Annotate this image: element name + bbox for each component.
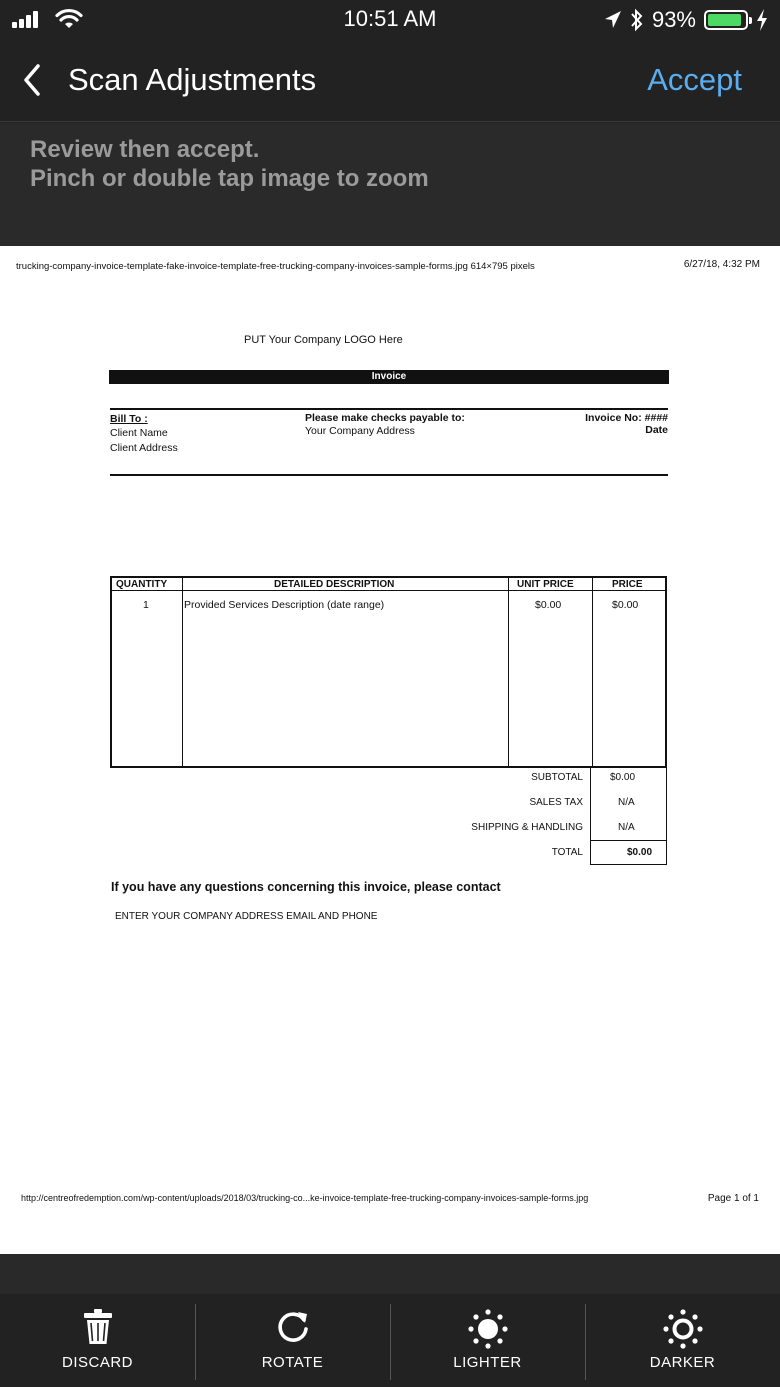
doc-header-filename: trucking-company-invoice-template-fake-invoice-template-free-trucking-company-invoices-sample-forms.jpg 614×795 pixels <box>16 261 535 272</box>
rotate-icon <box>274 1308 312 1346</box>
page-title: Scan Adjustments <box>68 62 317 97</box>
battery-icon <box>704 10 748 30</box>
sun-outline-icon <box>662 1308 704 1350</box>
total-label: TOTAL <box>551 847 583 858</box>
doc-footer-page: Page 1 of 1 <box>707 1193 759 1204</box>
company-address: Your Company Address <box>305 425 415 437</box>
status-time: 10:51 AM <box>343 6 437 31</box>
chevron-left-icon[interactable] <box>18 62 48 98</box>
instruction-line-2: Pinch or double tap image to zoom <box>30 165 429 192</box>
trash-icon <box>83 1308 113 1346</box>
discard-label: DISCARD <box>61 1354 133 1371</box>
billing-section <box>110 408 668 476</box>
total-value: $0.00 <box>627 847 653 858</box>
shipping-label: SHIPPING & HANDLING <box>471 822 583 833</box>
sun-icon <box>467 1308 509 1350</box>
price-header: PRICE <box>612 579 643 590</box>
line-items-table <box>110 576 667 768</box>
darker-button[interactable] <box>585 1294 780 1387</box>
client-address: Client Address <box>110 442 178 454</box>
row-description: Provided Services Description (date range) <box>184 599 385 611</box>
battery-percent: 93% <box>651 7 696 32</box>
bill-to-label: Bill To : <box>110 413 148 425</box>
row-price: $0.00 <box>612 599 639 611</box>
enter-address: ENTER YOUR COMPANY ADDRESS EMAIL AND PHONE <box>115 911 378 922</box>
invoice-date: Date <box>645 424 668 436</box>
client-name: Client Name <box>110 427 168 439</box>
subtotal-value: $0.00 <box>610 772 636 783</box>
location-arrow-icon <box>604 10 622 30</box>
invoice-number: Invoice No: #### <box>585 412 668 424</box>
logo-placeholder: PUT Your Company LOGO Here <box>244 334 403 346</box>
unit-price-header: UNIT PRICE <box>517 579 574 590</box>
sales-tax-label: SALES TAX <box>529 797 583 808</box>
doc-header-date: 6/27/18, 4:32 PM <box>683 259 760 270</box>
battery-fill <box>708 14 741 26</box>
row-unit-price: $0.00 <box>535 599 562 611</box>
instructions <box>0 123 780 246</box>
discard-button[interactable] <box>0 1294 195 1387</box>
row-quantity: 1 <box>143 599 149 611</box>
charging-bolt-icon <box>756 9 768 31</box>
accept-button[interactable]: Accept <box>647 62 742 97</box>
scanned-document[interactable] <box>0 246 780 1254</box>
sales-tax-value: N/A <box>618 797 635 808</box>
nav-bar <box>0 40 780 122</box>
rotate-button[interactable] <box>195 1294 390 1387</box>
subtotal-label: SUBTOTAL <box>531 772 583 783</box>
instruction-line-1: Review then accept. <box>30 136 260 163</box>
payable-to-label: Please make checks payable to: <box>305 412 465 424</box>
doc-footer-url: http://centreofredemption.com/wp-content/uploads/2018/03/trucking-co...ke-invoice-template-free-trucking-company-invoices-sample-forms.jpg <box>21 1193 589 1203</box>
description-header: DETAILED DESCRIPTION <box>274 579 395 590</box>
shipping-value: N/A <box>618 822 635 833</box>
bottom-toolbar <box>0 1254 780 1387</box>
invoice-title-bar: Invoice <box>109 370 669 384</box>
rotate-label: ROTATE <box>261 1354 324 1371</box>
quantity-header: QUANTITY <box>116 579 168 590</box>
bluetooth-icon <box>630 8 644 32</box>
contact-question: If you have any questions concerning this invoice, please contact <box>111 880 501 894</box>
lighter-button[interactable] <box>390 1294 585 1387</box>
darker-label: DARKER <box>649 1354 716 1371</box>
lighter-label: LIGHTER <box>453 1354 522 1371</box>
status-bar <box>0 0 780 40</box>
